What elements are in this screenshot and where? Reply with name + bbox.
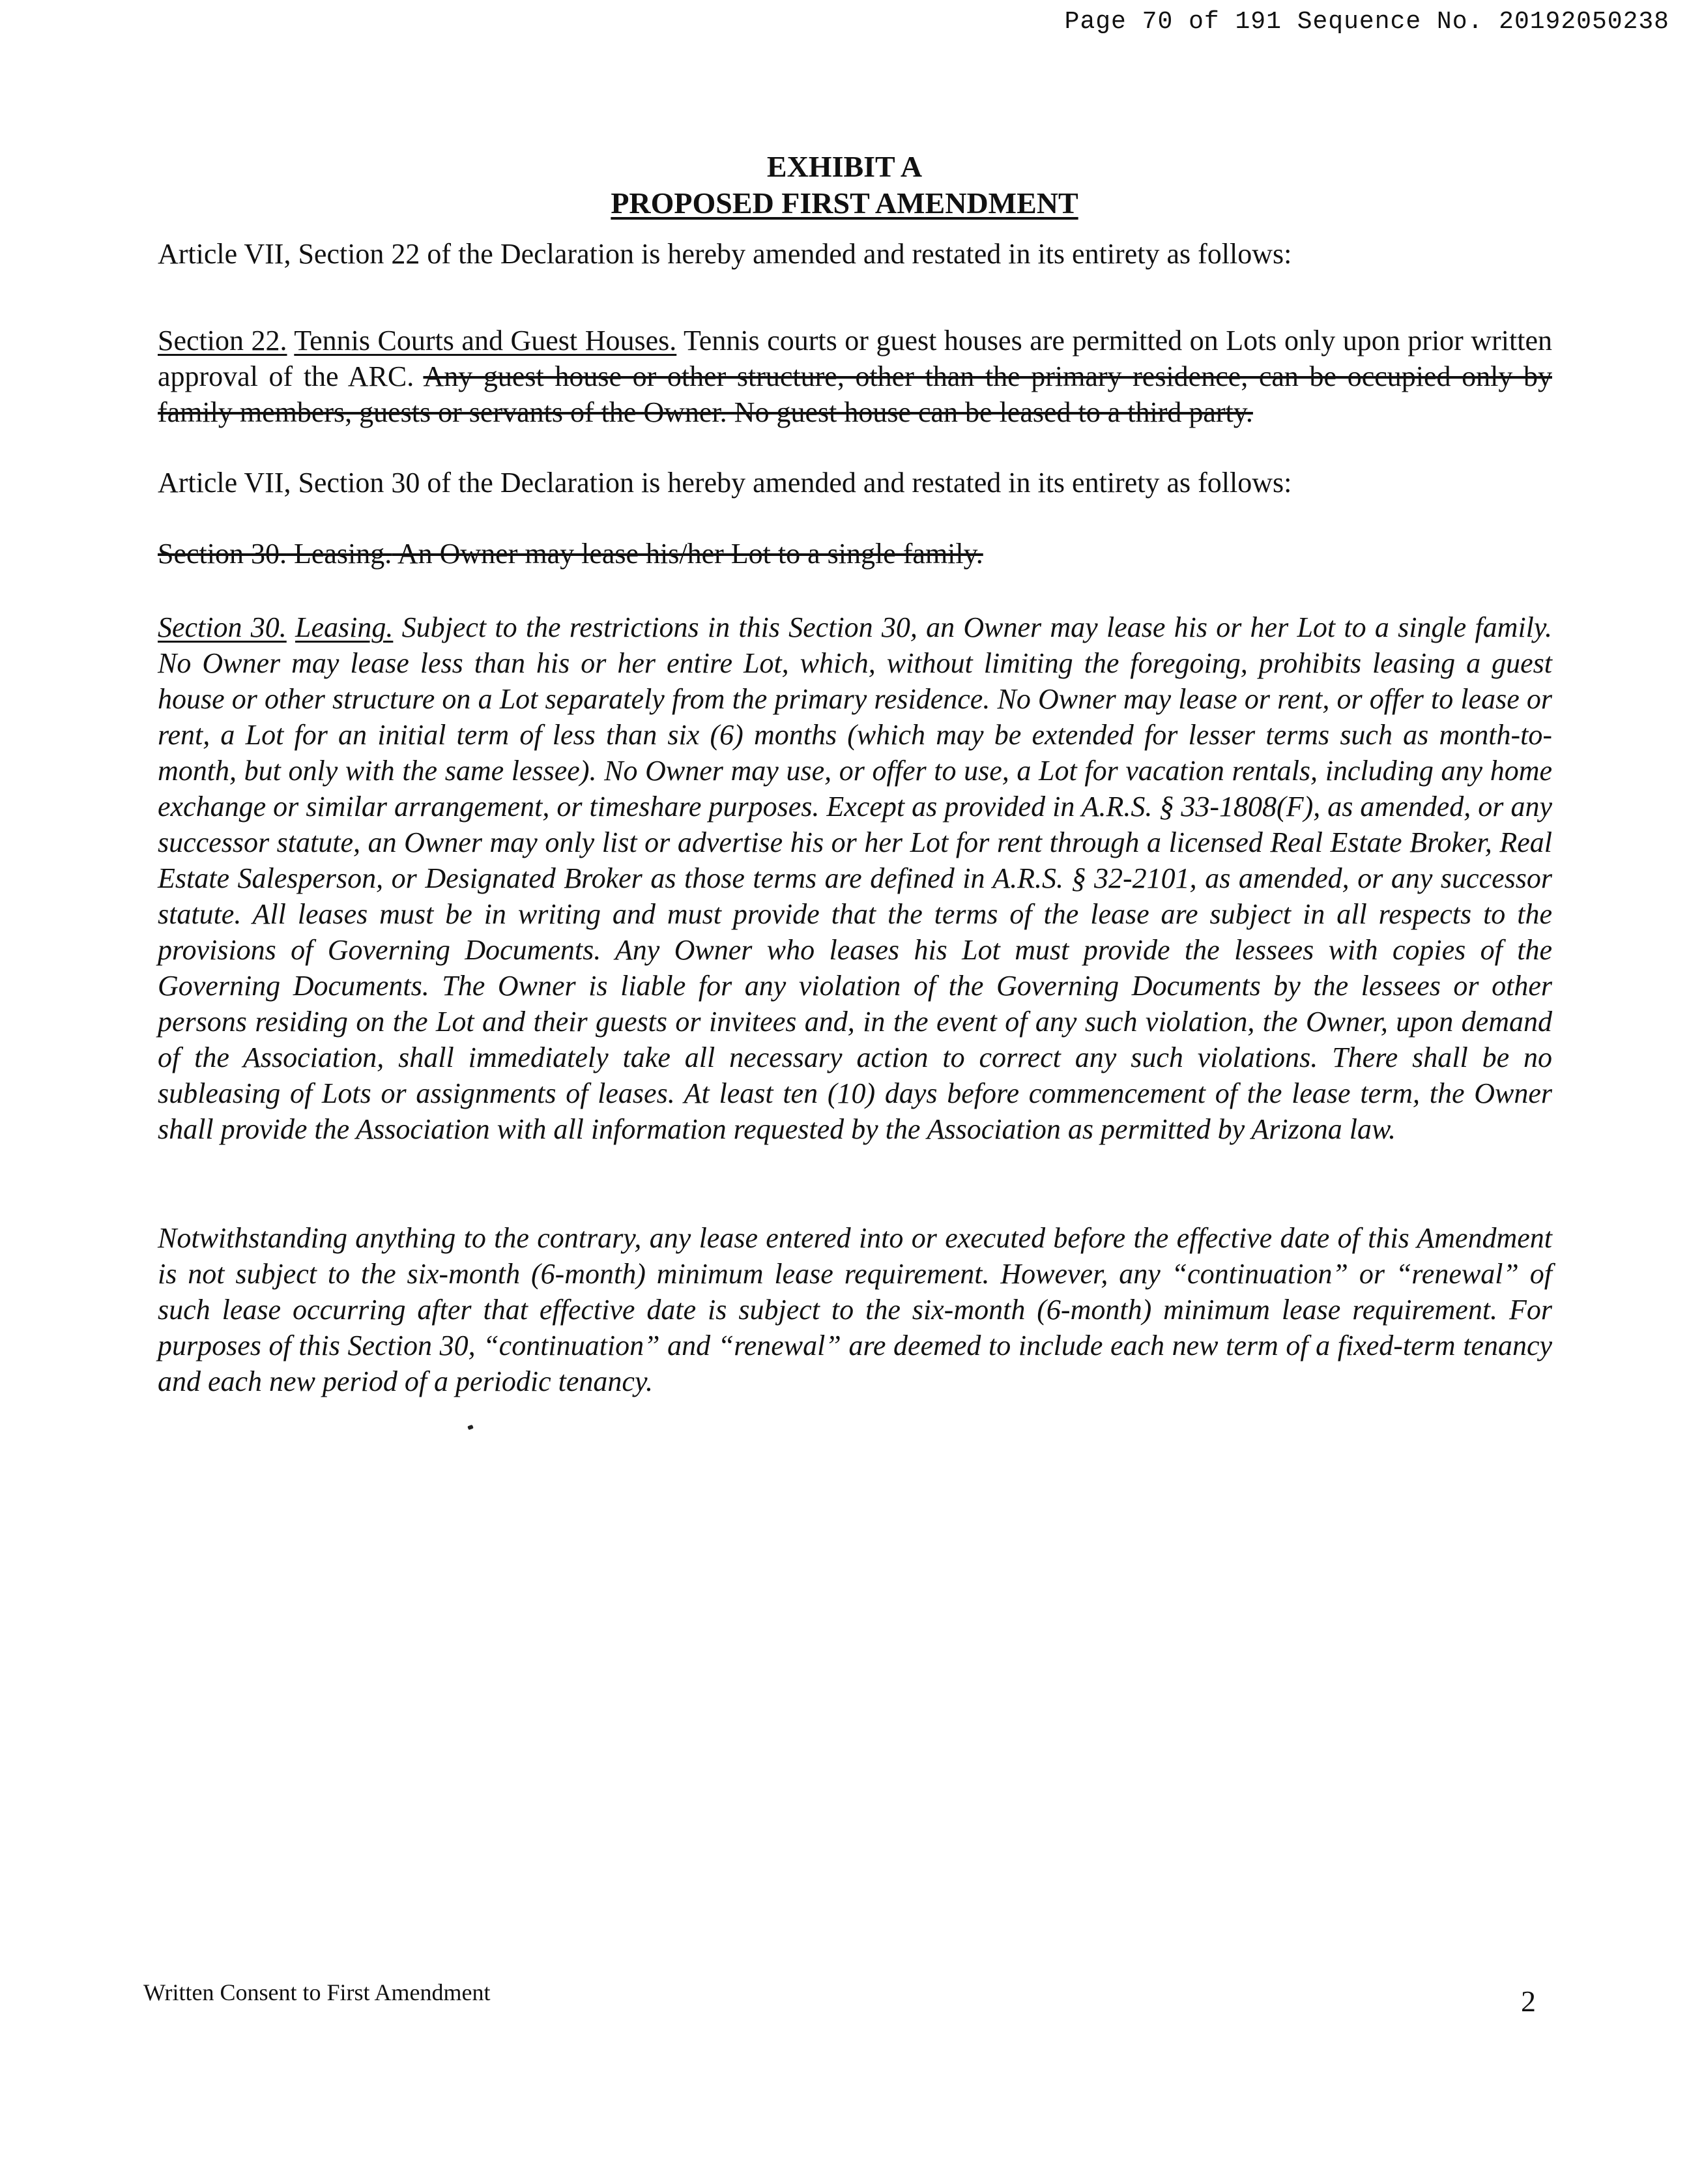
scan-speck [467, 1425, 474, 1430]
intro-section-30: Article VII, Section 30 of the Declaration is hereby amended and restated in its entirety as follows: [158, 467, 1292, 499]
section-30-new-number: Section 30. [158, 611, 287, 643]
section-30-deleted-paragraph [158, 536, 1552, 572]
footer-title: Written Consent to First Amendment [143, 1979, 491, 2005]
document-title [0, 149, 1689, 222]
page-sequence-stamp: Page 70 of 191 Sequence No. 20192050238 [1064, 8, 1669, 36]
section-30-new-text: Subject to the restrictions in this Section 30, an Owner may lease his or her Lot to a single family. No Owner may lease less than his or her entire Lot, which, without limiting the foregoing, prohibits leasing a guest house or other structure on a Lot separately from the primary residence. No Owner may lease or rent, or offer to lease or rent, a Lot for an initial term of less than six (6) months (which may be extended for lesser terms such as month-to-month, but only with the same lessee). No Owner may use, or offer to use, a Lot for vacation rentals, including any home exchange or similar arrangement, or timeshare purposes. Except as provided in A.R.S. § 33-1808(F), as amended, or any successor statute, an Owner may only list or advertise his or her Lot for rent through a licensed Real Estate Broker, Real Estate Salesperson, or Designated Broker as those terms are defined in A.R.S. § 32-2101, as amended, or any successor statute. All leases must be in writing and must provide that the terms of the lease are subject in all respects to the provisions of Governing Documents. Any Owner who leases his Lot must provide the lessees with copies of the Governing Documents. The Owner is liable for any violation of the Governing Documents by the lessees or other persons residing on the Lot and their guests or invitees and, in the event of any such violation, the Owner, upon demand of the Association, shall immediately take all necessary action to correct any such violations. There shall be no subleasing of Lots or assignments of leases. At least ten (10) days before commencement of the lease term, the Owner shall provide the Association with all information requested by the Association as permitted by Arizona law. [158, 611, 1552, 1145]
page-number: 2 [1521, 1985, 1536, 2018]
section-30-old-heading: Leasing. [293, 538, 392, 570]
section-22-heading: Tennis Courts and Guest Houses. [294, 325, 677, 357]
section-22-deleted-text: Any guest house or other structure, other than the primary residence, can be occupied only by family members, guests or servants of the Owner. No guest house can be leased to a third party. [158, 360, 1552, 428]
section-30-old-number: Section 30. [158, 538, 287, 570]
intro-section-22: Article VII, Section 22 of the Declaration is hereby amended and restated in its entirety as follows: [158, 238, 1292, 270]
section-22-number: Section 22. [158, 325, 287, 357]
section-30-old-text: An Owner may lease his/her Lot to a single family. [392, 538, 983, 570]
section-30-old-deleted [158, 538, 983, 570]
section-22-text: Tennis courts or guest houses are permitted on Lots only upon prior written approval of the ARC. [158, 325, 1552, 392]
section-22-paragraph [158, 323, 1552, 430]
section-30-new-paragraph [158, 609, 1552, 1147]
amendment-title: PROPOSED FIRST AMENDMENT [611, 186, 1078, 220]
notwithstanding-paragraph: Notwithstanding anything to the contrary, any lease entered into or executed before the effective date of this Amendment is not subject to the six-month (6-month) minimum lease requirement. However, any “continuation” or “renewal” of such lease occurring after that effective date is subject to the six-month (6-month) minimum lease requirement. For purposes of this Section 30, “continuation” and “renewal” are deemed to include each new term of a fixed-term tenancy and each new period of a periodic tenancy. [158, 1222, 1552, 1397]
exhibit-label: EXHIBIT A [766, 150, 923, 183]
section-30-new-heading: Leasing. [295, 611, 394, 643]
